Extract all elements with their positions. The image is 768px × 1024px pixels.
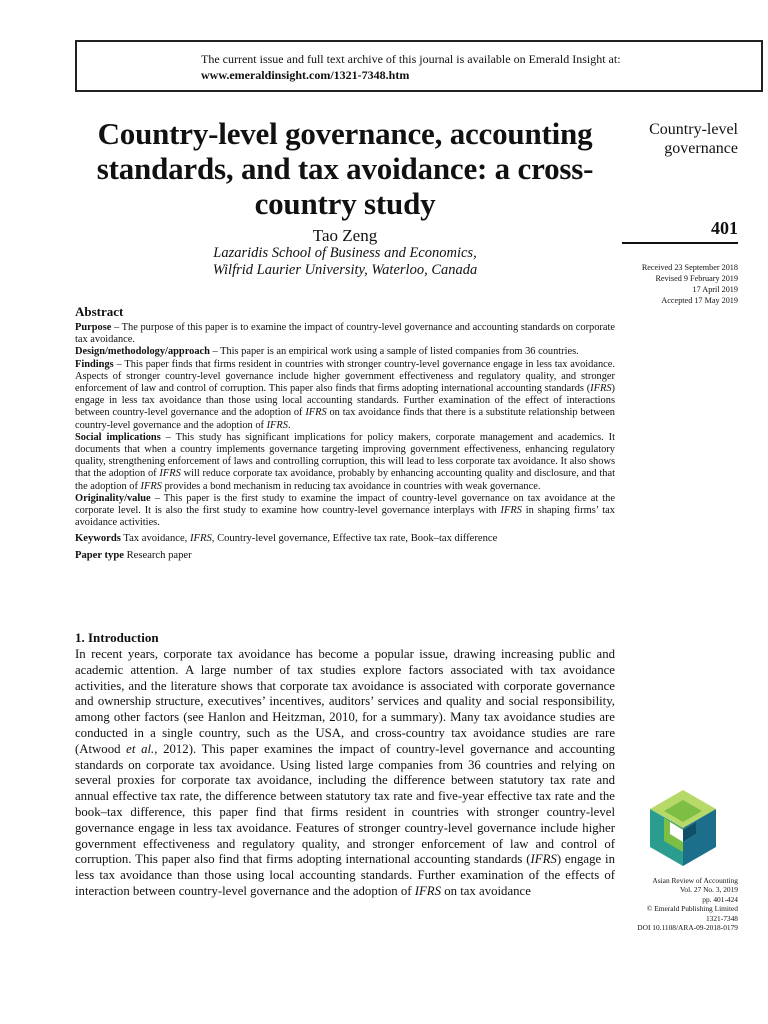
journal-name: Asian Review of Accounting: [652, 876, 738, 885]
date-revised: Revised 9 February 2019: [655, 274, 738, 283]
paper-type-label: Paper type: [75, 549, 124, 561]
introduction-section: [75, 630, 615, 900]
originality-label: Originality/value: [75, 492, 151, 504]
ifrs-term: IFRS: [159, 468, 181, 480]
intro-text-4: on tax avoidance: [441, 883, 531, 898]
availability-text: The current issue and full text archive of this journal is available on Emerald Insight at:: [201, 52, 621, 66]
purpose-label: Purpose: [75, 322, 112, 333]
abstract-purpose: [75, 322, 615, 346]
sidebar-rule: [622, 242, 738, 244]
date-revised-2: 17 April 2019: [692, 285, 738, 294]
findings-text-3: on tax avoidance finds that there is a substitute relationship between country-level governance and the adoption of: [75, 407, 615, 431]
paper-type: [75, 550, 615, 562]
intro-text-1: In recent years, corporate tax avoidance has become a popular issue, drawing increasing public and academic attention. A large number of tax studies explore factors associated with tax avoidance activities, and the literature shows that corporate tax avoidance is associated with corporate governance and ownership structure, executives’ incentives, auditors’ services and quality and social responsibility, among other factors (see Hanlon and Heitzman, 2010, for a summary). Many tax avoidance studies are conducted in a single country, such as the USA, and cross-country tax avoidance studies are rare (Atwood: [75, 647, 615, 756]
running-title-line-1: Country-level: [649, 121, 738, 138]
journal-info: [622, 876, 738, 932]
abstract-design: [75, 346, 615, 358]
findings-text-1: – This paper finds that firms resident in countries with stronger country-level governance engage in less tax avoidance. Aspects of stronger country-level governance include higher government effectiveness and regulatory quality, and stronger enforcement of law and control of corruption. This paper also finds that firms adopting international accounting standards (: [75, 358, 615, 395]
keywords: [75, 533, 615, 545]
originality-text-2: in shaping firms’ tax avoidance activities.: [75, 505, 615, 529]
ifrs-term: IFRS: [530, 852, 557, 867]
introduction-body: [75, 647, 615, 900]
design-label: Design/methodology/approach: [75, 346, 210, 358]
findings-text-2: ) engage in less tax avoidance than those using local accounting standards. Further examination of the effect of interactions between country-level governance and the adoption of: [75, 383, 615, 419]
introduction-heading: 1. Introduction: [75, 630, 159, 645]
keywords-text-1: Tax avoidance,: [120, 533, 190, 545]
journal-issn: 1321-7348: [705, 913, 738, 923]
journal-pages: pp. 401-424: [702, 894, 738, 904]
author-name: Tao Zeng: [312, 226, 378, 245]
article-title: Country-level governance, accounting standards, and tax avoidance: a cross-country study: [96, 116, 594, 221]
affiliation-line-1: Lazaridis School of Business and Economics,: [213, 245, 477, 261]
ifrs-term: IFRS: [140, 480, 162, 492]
ifrs-term: IFRS: [414, 883, 441, 898]
social-label: Social implications: [75, 431, 161, 443]
journal-volume: Vol. 27 No. 3, 2019: [680, 885, 738, 895]
journal-doi[interactable]: DOI 10.1108/ARA-09-2018-0179: [637, 923, 738, 933]
journal-availability-box: [75, 40, 763, 92]
intro-text-3: ) engage in less tax avoidance than those using local accounting standards. Further examination of the effects of interaction between country-level governance and the adoption of: [75, 852, 615, 898]
abstract-originality: [75, 493, 615, 530]
et-al-term: et al.: [126, 741, 155, 756]
keywords-label: Keywords: [75, 533, 121, 545]
ifrs-term: IFRS: [305, 407, 327, 419]
abstract-heading: Abstract: [75, 304, 124, 319]
purpose-text: – The purpose of this paper is to examine the impact of country-level governance and accounting standards on corporate tax avoidance.: [75, 322, 615, 346]
running-title: [622, 120, 738, 158]
article-history-dates: [622, 262, 738, 306]
design-text: – This paper is an empirical work using a sample of listed companies from 36 countries.: [209, 346, 579, 358]
originality-text-1: – This paper is the first study to examine the impact of country-level governance on tax avoidance at the corporate level. It is also the first study to examine how country-level governance interplays with: [75, 492, 615, 517]
date-accepted: Accepted 17 May 2019: [661, 296, 738, 305]
abstract-findings: [75, 359, 615, 432]
affiliation-line-2: Wilfrid Laurier University, Waterloo, Canada: [212, 262, 478, 278]
date-received: Received 23 September 2018: [641, 263, 738, 272]
ifrs-term: IFRS: [266, 419, 288, 431]
findings-text-4: .: [287, 419, 291, 431]
page-number: 401: [711, 218, 738, 238]
abstract-section: [75, 304, 615, 562]
ifrs-term: IFRS: [189, 533, 212, 545]
ifrs-term: IFRS: [590, 383, 612, 395]
author-affiliation: [75, 245, 615, 279]
abstract-social: [75, 432, 615, 493]
emerald-logo-icon: [650, 790, 716, 866]
social-text-2: will reduce corporate tax avoidance, probably by enhancing accounting quality and disclosure, and that the adoption of: [75, 468, 615, 492]
social-text-1: – This study has significant implications for policy makers, corporate management and academics. It documents that when a country implements governance targeting improving government effectiveness, enhancing regulatory quality, strengthening enforcement of laws and controlling corruption, this will lead to less corporate tax avoidance. It also shows that the adoption of: [75, 431, 615, 480]
paper-type-text: Research paper: [123, 549, 192, 561]
journal-url[interactable]: www.emeraldinsight.com/1321-7348.htm: [201, 68, 410, 82]
social-text-3: provides a bond mechanism in reducing tax avoidance in countries with weak governance.: [161, 480, 541, 492]
emerald-logo-svg: [650, 790, 716, 866]
keywords-text-2: , Country-level governance, Effective tax rate, Book–tax difference: [211, 533, 498, 545]
journal-publisher: © Emerald Publishing Limited: [646, 904, 738, 914]
intro-text-2: , 2012). This paper examines the impact of country-level governance and accounting standards on corporate tax avoidance. Using listed large companies from 36 countries and relying on several proxies for corporate tax avoidance, including the difference between statutory tax rate and annual effective tax rate, the difference between statutory tax rate and five-year effective tax rate and the book–tax difference, this paper find that firms resident in countries with stronger country-level governance engage in less tax avoidance. Features of stronger country-level governance include higher government effectiveness and regulatory quality, and stronger enforcement of law and control of corruption. This paper also find that firms adopting international accounting standards (: [75, 741, 616, 867]
ifrs-term: IFRS: [500, 505, 522, 517]
findings-label: Findings: [75, 358, 114, 370]
running-title-line-2: governance: [664, 140, 738, 157]
